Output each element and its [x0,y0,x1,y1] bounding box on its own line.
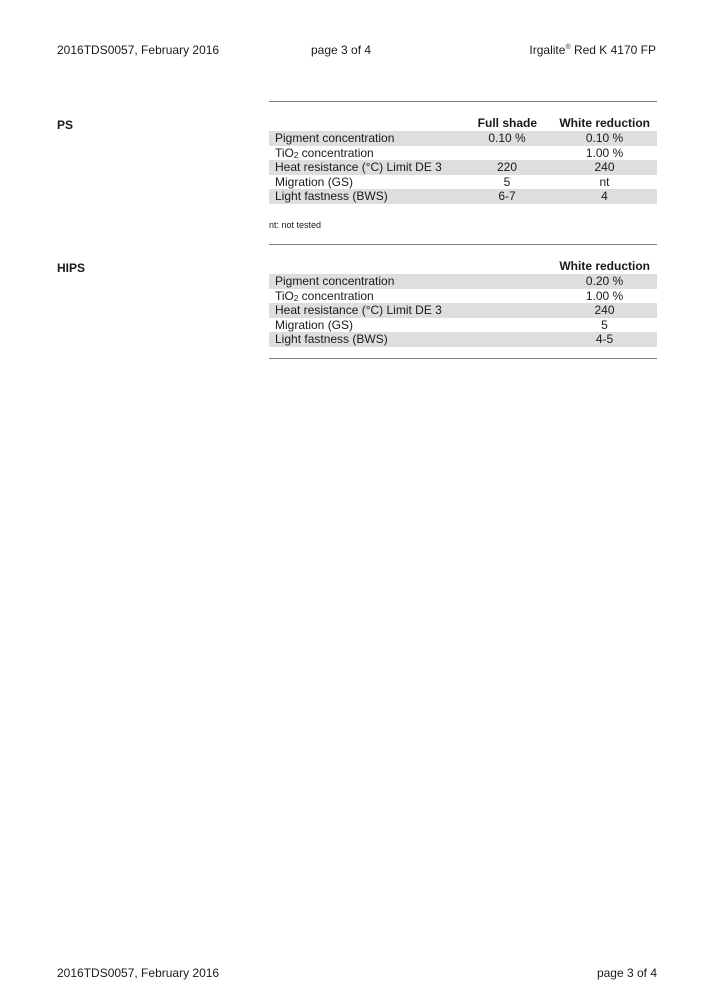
table-row [269,189,657,204]
full-shade-value: 0.10 % [488,131,526,145]
table-row [269,175,657,190]
table-row [269,318,657,333]
white-reduction-value: 5 [601,317,608,332]
hips-table-header [269,258,657,274]
white-reduction-value: 0.10 % [585,131,624,145]
hips-top-rule [269,244,657,245]
row-label: Heat resistance (°C) Limit DE 3 [275,160,442,174]
white-reduction-value: 4 [601,189,608,203]
row-label: Pigment concentration [275,274,395,288]
table-row [269,332,657,347]
white-reduction-value: 240 [594,160,615,174]
white-reduction-value: 4-5 [595,332,614,346]
row-label-post: concentration [298,288,374,303]
hips-table [269,258,657,347]
full-shade-value: 5 [503,174,511,189]
ps-table [269,115,657,204]
hips-col-white-reduction: White reduction [559,259,650,273]
table-row [269,303,657,318]
row-label: Migration (GS) [275,174,354,189]
white-reduction-value: 240 [594,303,615,317]
row-label-pre: TiO [275,288,294,303]
registered-mark: ® [565,44,571,51]
header-product-name [529,43,656,57]
row-label: Light fastness (BWS) [275,189,388,203]
table-row [269,146,657,161]
table-row [269,131,657,146]
header-page-number: page 3 of 4 [311,43,372,57]
row-label-pre: TiO [275,145,294,160]
row-label-sub: 2 [293,150,299,160]
table-row [269,289,657,304]
hips-bottom-rule [269,358,657,359]
product-name-text: Irgalite [529,43,566,57]
white-reduction-value: 1.00 % [585,288,624,303]
ps-col-white-reduction: White reduction [559,116,650,130]
full-shade-value: 220 [496,160,518,174]
white-reduction-value: 0.20 % [585,274,624,288]
row-label: Light fastness (BWS) [275,332,388,346]
footer-doc-ref: 2016TDS0057, February 2016 [57,966,220,980]
ps-footnote: nt: not tested [269,220,322,230]
white-reduction-value: nt [599,174,610,189]
white-reduction-value: 1.00 % [585,145,624,160]
table-row [269,160,657,175]
footer-page-number: page 3 of 4 [596,966,657,980]
row-label: Migration (GS) [275,317,354,332]
row-label: Pigment concentration [275,131,395,145]
ps-col-full-shade: Full shade [477,116,537,130]
product-name-suffix: Red K 4170 FP [570,43,656,57]
table-row [269,274,657,289]
header-doc-ref: 2016TDS0057, February 2016 [57,43,220,57]
ps-table-header [269,115,657,131]
full-shade-value: 6-7 [498,189,516,203]
ps-section-label: PS [57,118,74,132]
row-label-post: concentration [298,145,374,160]
hips-section-label: HIPS [57,261,86,275]
row-label-sub: 2 [293,293,299,303]
row-label: Heat resistance (°C) Limit DE 3 [275,303,442,317]
ps-top-rule [269,101,657,102]
